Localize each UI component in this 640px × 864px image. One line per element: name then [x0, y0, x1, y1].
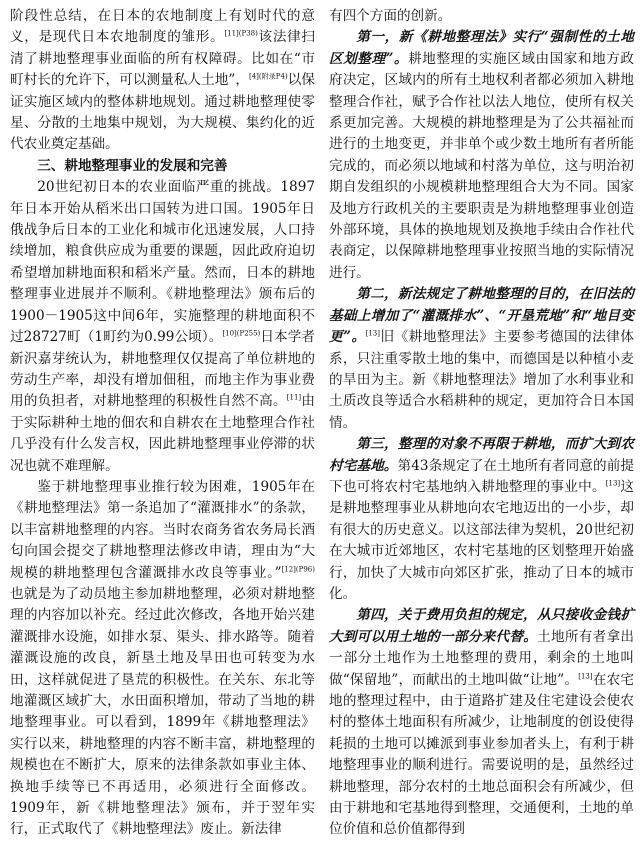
- text-run: 土地所有者拿出一部分土地作为土地整理的费用，剩余的土地叫做“保留地”，而献出的土地叫做“让地”。: [329, 628, 635, 688]
- section-heading: 三、耕地整理事业的发展和完善: [37, 157, 228, 174]
- citation: [4](附录P4): [249, 72, 288, 81]
- paragraph-amendment: [10, 477, 315, 841]
- text-run: 耕地整理的实施区域由国家和地方政府决定，区域内的所有土地权利者都必须加入耕地整理合作社，赋予合作社以法人地位，使所有权关系更加完善。大规模的耕地整理是为了公共福祉而进行的土地变更，并非单个或少数土地所有者所能完成的，而必须以地域和村落为单位，这与明治初期自发组织的小规模耕地整理组合大为不同。国家及地方行政机关的主要职责是为耕地整理事业创造外部环境，具体的换地规划及换地手续由合作社代表商定，以保障耕地整理事业按照当地的实际情况进行。: [329, 50, 634, 281]
- text-run: 鉴于耕地整理事业推行较为困难，1905年在《耕地整理法》第一条追加了“灌溉排水”的条款，以丰富耕地整理的内容。当时农商务省农务局长酒匂向国会提交了耕地整理法修改申请，理由为“大规模的耕地整理包含灌溉排水改良等事业。”: [10, 478, 315, 581]
- citation: [11]: [286, 393, 302, 402]
- citation: [11](P38): [224, 29, 258, 38]
- paragraph-challenges: [10, 177, 315, 477]
- paragraph-innovation-2: [329, 284, 634, 434]
- paragraph-innovation-3: [329, 434, 634, 605]
- text-run: 由于实际耕种土地的佃农和自耕农在土地整理合作社几乎没有什么发言权，因此耕地整理事业停滞的状况也就不难理解。: [10, 393, 316, 474]
- paragraph-innovation-4: [329, 605, 634, 840]
- text-run: 也就是为了动员地主参加耕地整理，必须对耕地整理的内容加以补充。经过此次修改，各地开始兴建灌溉排水设施，如排水泵、渠头、排水路等。随着灌溉设施的改良，新垦土地及旱田也可转变为水田，这样就促进了垦荒的积极性。在关东、东北等地灌溉区域扩大，水田面积增加，带动了当地的耕地整理事业。可以看到，1899年《耕地整理法》实行以来，耕地整理的内容不断丰富，耕地整理的规模也在不断扩大，原来的法律条款如事业主体、换地手续等已不再适用，必须进行全面修改。1909年，新《耕地整理法》颁布，并于翌年实行，正式取代了《耕地整理法》废止。新法律: [10, 585, 315, 838]
- text-run: 有四个方面的创新。: [329, 8, 452, 24]
- left-column: [10, 6, 315, 864]
- innovation-lead: 第一，新《耕地整理法》实行“强制性的土地区划整理”。: [329, 29, 634, 67]
- text-run: 阶段性总结，在日本的农地制度上有划时代的意义，是现代日本农地制度的雏形。: [10, 8, 315, 46]
- citation: [12](P96): [281, 565, 315, 574]
- text-run: 该法律扫清了耕地整理事业面临的所有权障碍。比如在“市町村长的允许下，可以测量私人土地”，: [10, 29, 316, 89]
- paragraph-summary: [10, 6, 315, 156]
- text-run: 在农宅地的整理过程中，由于道路扩建及住宅建设会使农村的整体土地面积有所减少，让地制度的创设使得耗损的土地可以摊派到事业参加者头上，有利于耕地整理事业的顺利进行。需要说明的是，虽然经过耕地整理，部分农村的土地总面积会有所减少，但由于耕地和宅基地得到整理，交通便利，土地的单位价值和总价值都得到: [329, 671, 634, 838]
- text-run: 旧《耕地整理法》主要参考德国的法律体系，只注重零散土地的集中，而德国是以种植小麦的旱田为主。新《耕地整理法》增加了水利事业和土质改良等适合水稻耕种的规定，更加符合日本国情。: [329, 329, 635, 431]
- paragraph-continuation: [329, 6, 634, 27]
- right-column: [329, 6, 634, 864]
- citation: [13]: [365, 329, 380, 338]
- text-run: 20世纪初日本的农业面临严重的挑战。1897年日本开始从稻米出口国转为进口国。1905年日俄战争后日本的工业化和城市化迅速发展，人口持续增加，粮食供应成为重要的课题，因此政府迫切希望增加耕地面积和稻米产量。然而，日本的耕地整理事业进展并不顺利。《耕地整理法》颁布后的1900－1905这中间6年，实施整理的耕地面积不过28727町（1町约为0.99公顷）。: [10, 179, 315, 346]
- text-run: 以保证实施区域内的整体耕地规划。通过耕地整理使零星、分散的土地集中规划，为大规模、集约化的近代农业奠定基础。: [10, 72, 315, 153]
- citation: [13]: [578, 672, 593, 681]
- innovation-lead: 第三，整理的对象不再限于耕地，而扩大到农村宅基地。: [329, 436, 634, 474]
- paragraph-innovation-1: [329, 27, 634, 284]
- innovation-lead: 第二，新法规定了耕地整理的目的，在旧法的基础上增加了“灌溉排水”、“开垦荒地”和“地目变更”。: [329, 286, 634, 346]
- text-run: 这是耕地整理事业从耕地向农宅地迈出的一小步，却有很大的历史意义。以这部法律为契机，20世纪初在大城市近郊地区，农村宅基地的区划整理开始盛行，加快了大城市向郊区扩张，推动了日本的城市化。: [329, 478, 635, 602]
- innovation-lead: 第四，关于费用负担的规定，从只接收金钱扩大到可以用土地的一部分来代替。: [329, 607, 634, 645]
- text-run: 日本学者新沢嘉芽统认为，耕地整理仅仅提高了单位耕地的劳动生产率，却没有增加佃租，而地主作为事业费用的负担者，对耕地整理的积极性自然不高。: [10, 329, 316, 410]
- citation: [13]: [605, 479, 621, 488]
- citation: [10](P255): [222, 329, 261, 338]
- text-run: 第43条规定了在土地所有者同意的前提下也可将农村宅基地纳入耕地整理的事业中。: [329, 457, 635, 495]
